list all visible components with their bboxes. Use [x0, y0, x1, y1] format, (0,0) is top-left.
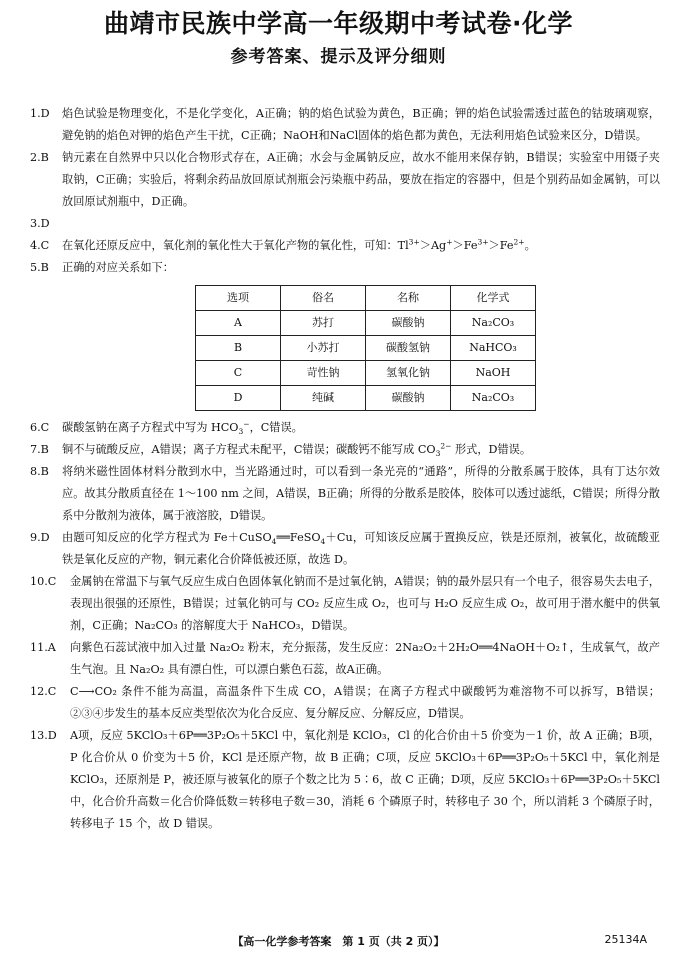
answer-number: 6.C: [30, 421, 50, 434]
table-cell: Na₂CO₃: [451, 386, 536, 411]
table-cell: 碳酸钠: [366, 386, 451, 411]
table-cell: 纯碱: [281, 386, 366, 411]
answer-item-6: [30, 417, 660, 439]
table-cell: D: [196, 386, 281, 411]
answer-item-8: [30, 461, 660, 527]
answer-text: 焰色试验是物理变化，不是化学变化，A正确；钠的焰色试验为黄色，B正确；钾的焰色试验需透过蓝色的钴玻璃观察，避免钠的焰色对钾的焰色产生干扰，C正确；NaOH和NaCl固体的焰色都为黄色，无法利用焰色试验来区分，D错误。: [62, 107, 660, 142]
table-cell: B: [196, 336, 281, 361]
table-cell: 氢氧化钠: [366, 361, 451, 386]
table-header-cell: 选项: [196, 286, 281, 311]
answer-item-9: [30, 527, 660, 571]
document-code: 25134A: [604, 933, 647, 946]
table-cell: NaHCO₃: [451, 336, 536, 361]
table-cell: A: [196, 311, 281, 336]
table-cell: Na₂CO₃: [451, 311, 536, 336]
answer-item-7: [30, 439, 660, 461]
table-row: [196, 311, 536, 336]
answer-number: 11.A: [30, 641, 56, 654]
answer-text: 碳酸氢钠在离子方程式中写为 $HCO_3^-$，C错误。: [62, 419, 303, 437]
answer-text: C⟶CO₂ 条件不能为高温，高温条件下生成 CO，A错误；在离子方程式中碳酸钙为难溶物不可以拆写，B错误；②③④步发生的基本反应类型依次为化合反应、复分解反应、分解反应，D错误。: [70, 685, 660, 720]
answer-item-12: [30, 681, 660, 725]
answer-text: 由题可知反应的化学方程式为 Fe＋CuSO$_4$══FeSO$_4$＋Cu，可知该反应属于置换反应，铁是还原剂，被氧化，故硫酸亚铁是氧化反应的产物，铜元素化合价降低被还原，故选 D。: [62, 531, 660, 566]
answer-item-5: [30, 257, 660, 279]
answer-text: 正确的对应关系如下：: [62, 261, 174, 274]
answer-text: 钠元素在自然界中只以化合物形式存在，A正确；水会与金属钠反应，故水不能用来保存钠，B错误；实验室中用镊子夹取钠，C正确；实验后，将剩余药品放回原试剂瓶会污染瓶中药品，要放在指定的容器中，但是个别药品如金属钠，可以放回原试剂瓶中，D正确。: [62, 151, 660, 208]
correspondence-table: [195, 285, 536, 411]
answer-number: 13.D: [30, 729, 57, 742]
page-subtitle: 参考答案、提示及评分细则: [230, 47, 447, 67]
table-row: [196, 336, 536, 361]
answer-text: 将纳米磁性固体材料分散到水中，当光路通过时，可以看到一条光亮的“通路”，所得的分散系属于胶体，具有丁达尔效应。故其分散质直径在 1～100 nm 之间，A错误，B正确；所得的分散系是胶体，胶体可以透过滤纸，C错误；所得分散系中分散剂为液体，属于液溶胶，D错误。: [62, 465, 660, 522]
answer-number: 9.D: [30, 531, 50, 544]
table-cell: 苏打: [281, 311, 366, 336]
table-header-row: [196, 286, 536, 311]
answer-text: 向紫色石蕊试液中加入过量 Na₂O₂ 粉末，充分振荡，发生反应：2Na₂O₂＋2H₂O══4NaOH＋O₂↑，生成氧气，故产生气泡。且 Na₂O₂ 具有漂白性，可以漂白紫色石蕊，故A正确。: [70, 641, 660, 676]
answer-item-13: [30, 725, 660, 835]
page-footer: 【高一化学参考答案 第 1 页（共 2 页）】: [232, 935, 445, 948]
answer-item-10: [30, 571, 660, 637]
answer-item-1: [30, 103, 660, 147]
answer-text: 金属钠在常温下与氧气反应生成白色固体氧化钠而不是过氧化钠，A错误；钠的最外层只有一个电子，很容易失去电子，表现出很强的还原性，B错误；过氧化钠可与 CO₂ 反应生成 O₂，也可与 H₂O 反应生成 O₂，故可用于潜水艇中的供氧剂，C正确；Na₂CO₃ 的溶解度大于 NaHCO₃，D错误。: [70, 575, 660, 632]
table-header-cell: 名称: [366, 286, 451, 311]
table-header-cell: 俗名: [281, 286, 366, 311]
answer-text: 铜不与硫酸反应，A错误；离子方程式未配平，C错误；碳酸钙不能写成 $CO_3^{2-}$ 形式，D错误。: [62, 441, 532, 459]
answer-number: 10.C: [30, 575, 57, 588]
answer-number: 5.B: [30, 261, 49, 274]
answer-item-11: [30, 637, 660, 681]
answer-item-3: [30, 213, 660, 235]
table-row: [196, 386, 536, 411]
answer-list: [30, 103, 660, 835]
page-title: 曲靖市民族中学高一年级期中考试卷·化学: [104, 9, 573, 38]
answer-item-2: [30, 147, 660, 213]
table-cell: 碳酸氢钠: [366, 336, 451, 361]
table-cell: 苛性钠: [281, 361, 366, 386]
table-cell: C: [196, 361, 281, 386]
table-header-cell: 化学式: [451, 286, 536, 311]
table-cell: 小苏打: [281, 336, 366, 361]
answer-number: 12.C: [30, 685, 57, 698]
table-row: [196, 361, 536, 386]
answer-text: 在氧化还原反应中，氧化剂的氧化性大于氧化产物的氧化性，可知：$Tl^{3+}>Ag^+>Fe^{3+}>Fe^{2+}$。: [62, 237, 536, 252]
answer-number: 3.D: [30, 217, 50, 230]
answer-number: 7.B: [30, 443, 49, 456]
answer-number: 1.D: [30, 107, 50, 120]
table-cell: NaOH: [451, 361, 536, 386]
table-cell: 碳酸钠: [366, 311, 451, 336]
answer-number: 8.B: [30, 465, 49, 478]
answer-item-4: [30, 235, 660, 257]
answer-number: 4.C: [30, 239, 50, 252]
answer-text: A项，反应 5KClO₃＋6P══3P₂O₅＋5KCl 中，氧化剂是 KClO₃，Cl 的化合价由＋5 价变为－1 价，故 A 正确；B项，P 化合价从 0 价变为＋5 价，KCl 是还原产物，故 B 正确；C项，反应 5KClO₃＋6P══3P₂O₅＋5KCl 中，氧化剂是 KClO₃，还原剂是 P，被还原与被氧化的原子个数之比为 5∶6，故 C 正确；D项，反应 5KClO₃＋6P══3P₂O₅＋5KCl 中，化合价升高数＝化合价降低数＝转移电子数＝30，消耗 6 个磷原子时，转移电子 30 个，所以消耗 3 个磷原子时，转移电子 15 个，故 D 错误。: [70, 729, 660, 830]
answer-number: 2.B: [30, 151, 49, 164]
